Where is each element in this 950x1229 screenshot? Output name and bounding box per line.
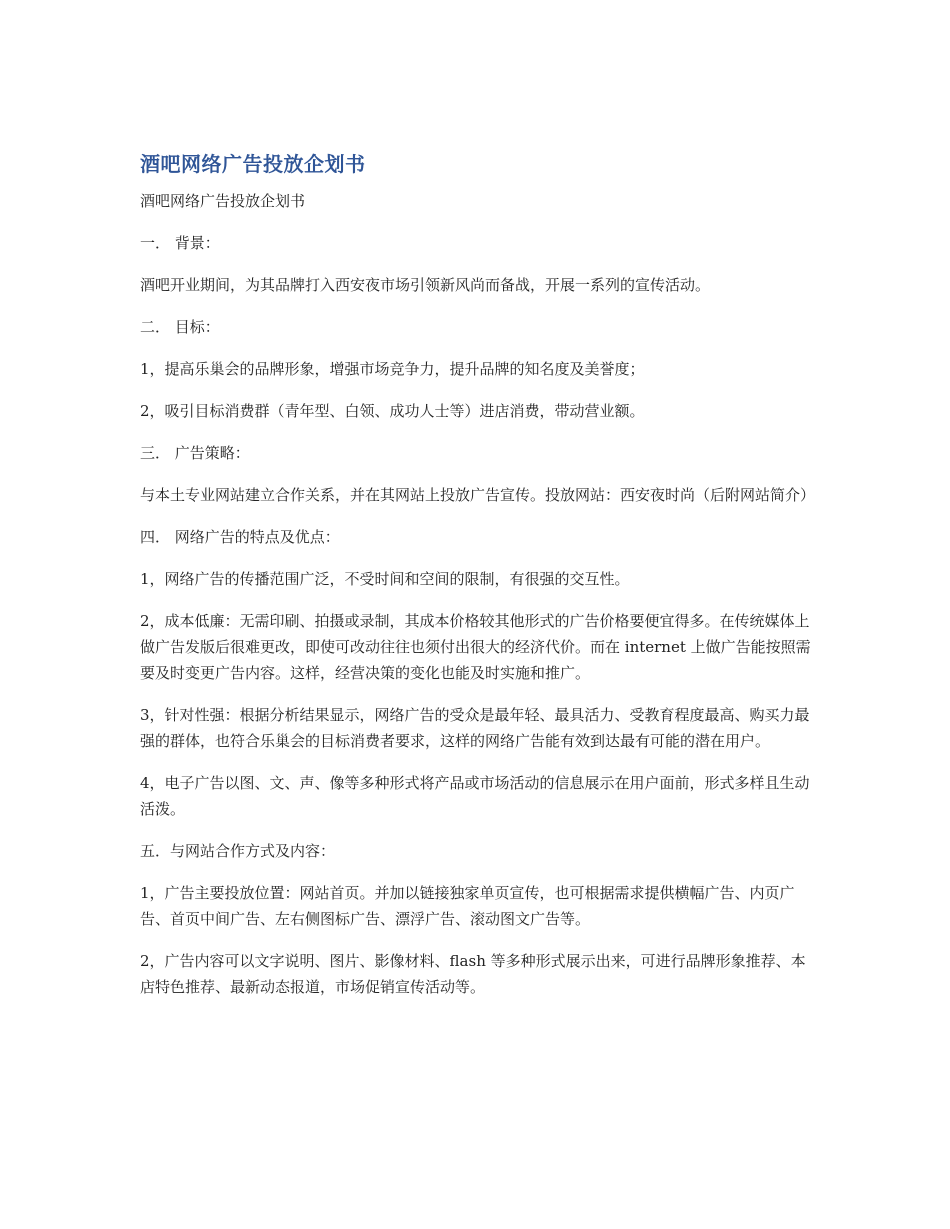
feature-item-1: 1，网络广告的传播范围广泛，不受时间和空间的限制，有很强的交互性。 — [140, 570, 630, 588]
document-title: 酒吧网络广告投放企划书 — [140, 152, 366, 176]
feature-item-4: 4，电子广告以图、文、声、像等多种形式将产品或市场活动的信息展示在用户面前，形式多样且生动活泼。 — [140, 774, 810, 818]
section-heading-features: 四． 网络广告的特点及优点： — [140, 528, 340, 546]
cooperation-item-1: 1，广告主要投放位置：网站首页。并加以链接独家单页宣传，也可根据需求提供横幅广告、内页广告、首页中间广告、左右侧图标广告、漂浮广告、滚动图文广告等。 — [140, 884, 795, 928]
section-heading-cooperation: 五．与网站合作方式及内容： — [140, 842, 336, 860]
feature-item-3: 3，针对性强：根据分析结果显示，网络广告的受众是最年轻、最具活力、受教育程度最高、购买力最强的群体，也符合乐巢会的目标消费者要求，这样的网络广告能有效到达最有可能的潜在用户。 — [140, 706, 810, 750]
feature-item-2: 2，成本低廉：无需印刷、拍摄或录制，其成本价格较其他形式的广告价格要便宜得多。在传统媒体上做广告发版后很难更改，即使可改动往往也须付出很大的经济代价。而在 internet 上做广告能按照需要及时变更广告内容。这样，经营决策的变化也能及时实施和推广。 — [140, 612, 811, 682]
section-heading-background: 一． 背景： — [140, 234, 220, 252]
goal-item-2: 2，吸引目标消费群（青年型、白领、成功人士等）进店消费，带动营业额。 — [140, 402, 645, 420]
document-subtitle: 酒吧网络广告投放企划书 — [140, 192, 306, 210]
goal-item-1: 1，提高乐巢会的品牌形象，增强市场竞争力，提升品牌的知名度及美誉度； — [140, 360, 645, 378]
section-heading-strategy: 三． 广告策略： — [140, 444, 250, 462]
section-heading-goals: 二． 目标： — [140, 318, 220, 336]
cooperation-item-2: 2，广告内容可以文字说明、图片、影像材料、flash 等多种形式展示出来，可进行品牌形象推荐、本店特色推荐、最新动态报道，市场促销宣传活动等。 — [140, 952, 806, 996]
paragraph-strategy: 与本土专业网站建立合作关系，并在其网站上投放广告宣传。投放网站：西安夜时尚（后附网站简介） — [140, 486, 816, 504]
document-body — [140, 148, 816, 1016]
paragraph-background: 酒吧开业期间，为其品牌打入西安夜市场引领新风尚而备战，开展一系列的宣传活动。 — [140, 276, 711, 294]
